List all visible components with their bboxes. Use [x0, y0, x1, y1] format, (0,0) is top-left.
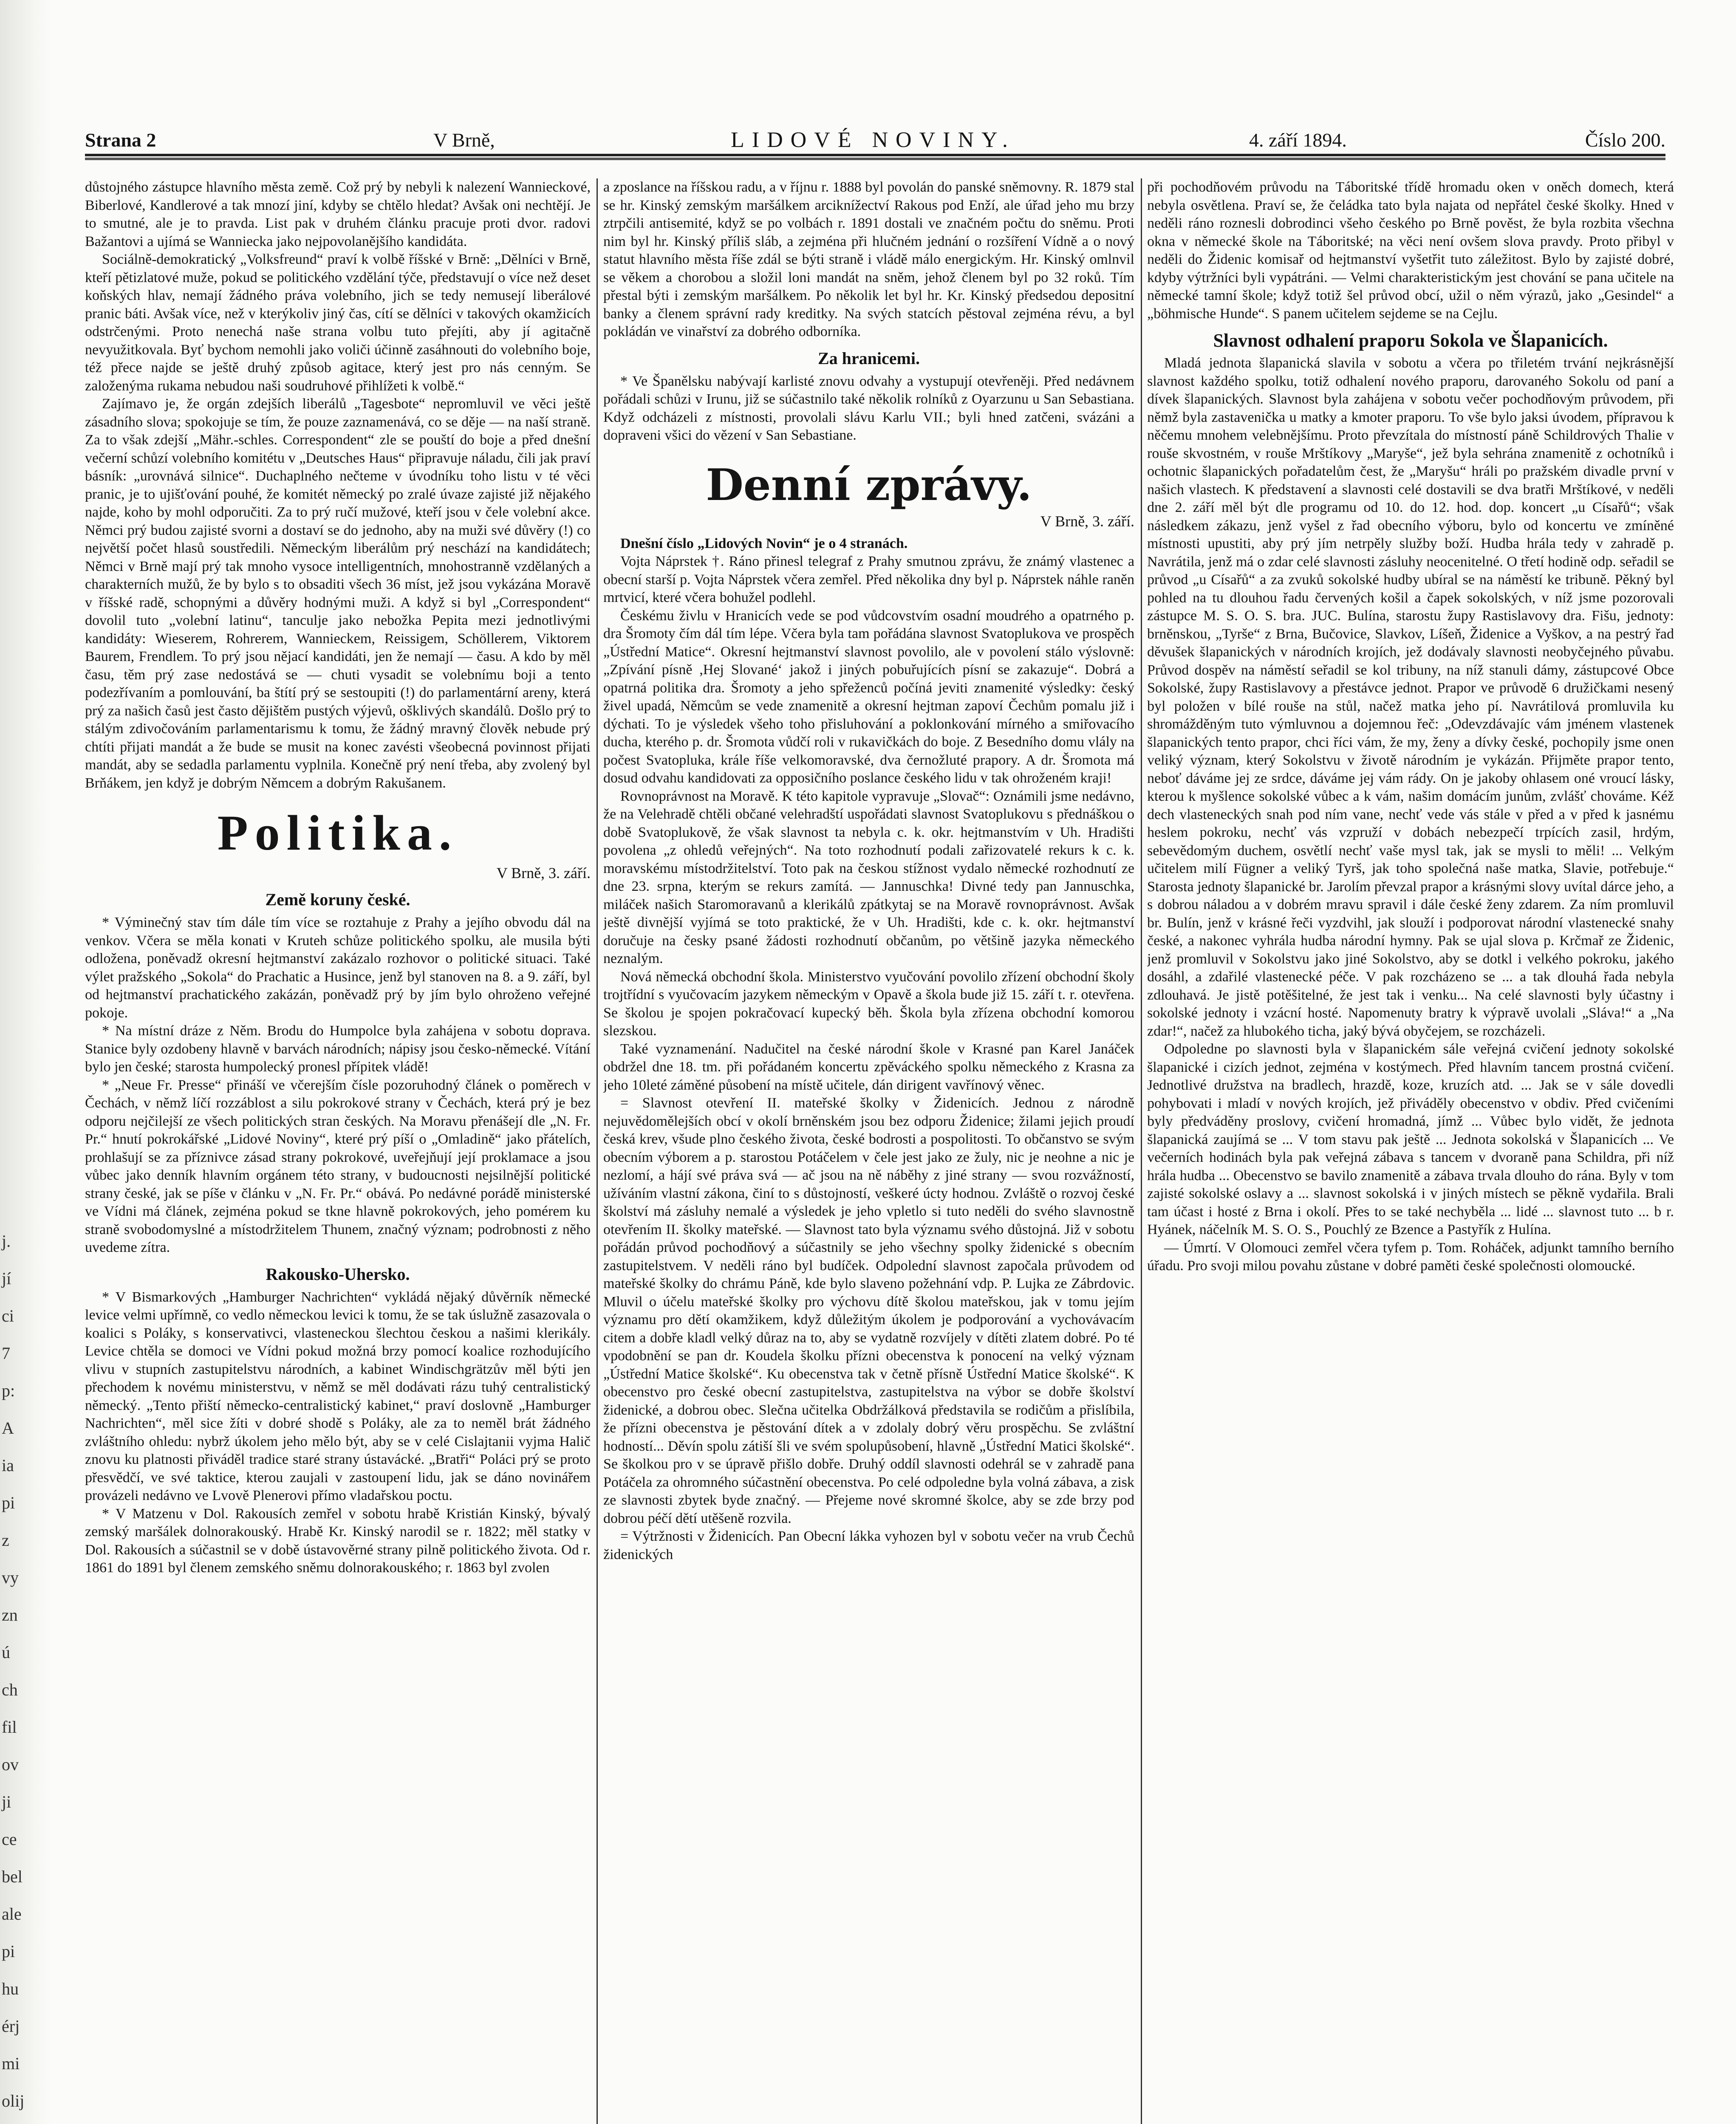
paragraph: * V Matzenu v Dol. Rakousích zemřel v sobotu hrabě Kristián Kinský, bývalý zemský maršálek dolnorakouský. Hrabě Kr. Kinský narodil se r. 1822; měl statky v Dol. Rakousích a súčastnil se v době ústavověrné strany pilně politického života. Od r. 1861 do 1891 byl členem zemského sněmu dolnorakouského; r. 1863 byl zvolen: [85, 1505, 591, 1576]
dateline: V Brně, 3. září.: [496, 864, 591, 881]
paragraph: * V Bismarkových „Hamburger Nachrichten“ vykládá nějaký důvěrník německé levice velmi upřímně, co vedlo německou levici k tomu, že se tak úslužně zasazovala o koalici s Poláky, s konservativci, vlasteneckou šlechtou českou a našimi klerikály. Levice chtěla se domoci ve Vídni pokud možná brzy pomocí koalice rozhodujícího vlivu v stupních zastupitelstvu národních, a kabinet Windischgrätzův měl býti jen přechodem k novému ministerstvu, v němž se měl dodávati rázu tuhý centralistický německý. „Tento přiští německo-centralistický kabinet,“ praví doslovně „Hamburger Nachrichten“, měl sice žíti v dobré shodě s Poláky, ale za to neměl brát žádného zvláštního ohledu: nybrž úkolem jeho mělo být, aby se v celé Cislajtanii vyjma Halič znovu ku platnosti přiváděl tradice staré strany ústavácké. „Bratři“ Poláci prý se proto přesvědčí, ve své taktice, kterou zaujali v zastoupení lidu, jak se dáno novinářem provázeli nedávno ve Lvově Plenerovi přímo vladařskou poctu.: [85, 1289, 591, 1503]
page-number: Strana 2: [85, 129, 156, 151]
header-rule: [85, 154, 1665, 158]
edge-fragment: p:: [2, 1381, 15, 1400]
paragraph: Dnešní číslo „Lidových Novin“ je o 4 stranách.: [620, 535, 908, 551]
section-heading-politika: Politika.: [217, 805, 458, 861]
edge-fragment: z: [2, 1531, 9, 1550]
header-date: 4. září 1894.: [1249, 129, 1347, 151]
column-1: [85, 178, 591, 2124]
column-2: [603, 178, 1134, 2124]
subheading: Slavnost odhalení praporu Sokola ve Šlapanicích.: [1213, 330, 1608, 351]
column-rule: [597, 178, 598, 2124]
subheading: Rakousko-Uhersko.: [266, 1264, 410, 1284]
issue-number: Číslo 200.: [1585, 129, 1665, 151]
masthead-title: LIDOVÉ NOVINY.: [731, 128, 1015, 152]
edge-fragment: ú: [2, 1643, 10, 1662]
edge-fragment: ia: [2, 1456, 14, 1475]
subheading: Země koruny české.: [265, 890, 410, 909]
edge-fragment: zn: [2, 1605, 18, 1624]
edge-fragment: ci: [2, 1306, 14, 1325]
edge-fragment: pi: [2, 1942, 15, 1961]
edge-fragment: pi: [2, 1493, 15, 1512]
paragraph: = Výtržnosti v Židenicích. Pan Obecní lákka vyhozen byl v sobotu večer na vrub Čechů židenických: [603, 1528, 1134, 1562]
paragraph: Nová německá obchodní škola. Ministerstvo vyučování povolilo zřízení obchodní školy trojtřídní s vyučovacím jazykem německým v Opavě a škola bude již 15. září t. r. otevřena. Se školou je spojen pokračovací kupecký běh. Škola byla zřízena obchodní komorou slezskou.: [603, 969, 1134, 1039]
edge-fragment: érj: [2, 2017, 20, 2036]
edge-fragment: ce: [2, 1830, 17, 1849]
edge-fragment: jí: [2, 1269, 11, 1288]
edge-fragment: ale: [2, 1904, 22, 1923]
page-header: [85, 106, 1665, 157]
edge-fragment: ov: [2, 1755, 19, 1774]
edge-fragment: mi: [2, 2054, 20, 2073]
paragraph: při pochodňovém průvodu na Táboritské třídě hromadu oken v oněch domech, která nebyla osvětlena. Praví se, že čeládka tato byla najata od nepřátel české školky. Hned v neděli ráno roznesli dobrodinci všeho českého po Brně pověst, že byla rozbita všechna okna v německé škole na Táboritské; na věci není ovšem slova pravdy. Proto přibyl v neděli do Židenic komisař od hejtmanství vyšetřit tuto záležitost. Bylo by zajisté dobré, kdyby výtržníci byli vypátráni. — Velmi charakteristickým jest chování se pana učitele na německé tamní škole; když totiž šel průvod obcí, užil o něm výrazů, jako „Gesindel“ a „böhmische Hunde“. S panem učitelem sejdeme se na Cejlu.: [1147, 179, 1674, 322]
section-heading-denni-zpravy: Denní zprávy.: [706, 459, 1032, 511]
edge-fragment: vy: [2, 1568, 19, 1587]
header-place: V Brně,: [433, 129, 495, 151]
paragraph: Mladá jednota šlapanická slavila v sobotu a včera po třiletém trvání nejkrásnější slavnost každého spolku, totiž odhalení nového praporu, darovaného Sokolu od paní a dívek šlapanických. Slavnost byla zahájena v sobotu večer pochodňovým průvodem, při němž byla zastavenička u matky a kmoter praporu. To vše bylo jaksi úvodem, přípravou k něčemu mnohem velebnějšímu. Proto převzítala do místností páně Schildrových Thalie v rouše skvostném, v rouše Mrštíkovy „Maryše“, jež byla sehrána znamenitě z ochotníků i ochotnic šlapanických pořadatelům čest, že „Maryšu“ hráli po pražském divadle první v našich vlastech. K představení a slavnosti celé dostavili se dva bratři Mrštíkové, v neděli dne 2. září měl být dle programu od 10. do 12. hod. dop. koncert „u Císařů“; však následkem zákazu, jenž vyšel z řad obecního výboru, bylo od koncertu ve zmíněné místnosti upustiti, aby prý jím netrpěly služby boží. Hudba hrála tedy v zahradě p. Navrátila, jenž má o zdar celé slavnosti zásluhy neocenitelné. O třetí hodině odp. seřadil se průvod „u Císařů“ a za zvuků sokolské hudby ubíral se na náměstí ke tribuně. Pěkný byl pohled na tu dlouhou řadu červených košil a čapek sokolských, v níž jsme pozorovali zástupce M. S. O. S. bra. JUC. Bulína, starostu župy Rastislavovy dra. Fišu, jednoty: brněnskou, „Tyrše“ z Brna, Bučovice, Slavkov, Líšeň, Židenice a Vyškov, a na pestrý řad děvušek šlapanických v národních krojích, jež dodávaly slavnosti neobyčejného půvabu. Průvod dospěv na náměstí seřadil se kol tribuny, na níž stanuli dámy, zástupcové Obce Sokolské, župy Rastislavovy a přestávce jednot. Prapor ve průvodě 6 družičkami nesený byl položen v bílé rouše na stůl, načež matka jeho pí. Navrátilová promluvila ku shromážděným tuto výmluvnou a dojemnou řeč: „Odevzdávajíc vám jménem vlastenek šlapanických tento prapor, chci říci vám, že my, ženy a dívky české, pochopily jsme onen veliký význam, který Sokolstvu v životě národním je vykázán. Přijměte prapor tento, neboť dáváme jej ze srdce, dáváme jej vám rády. On je jakoby ohlasem oné vroucí lásky, kterou k myšlence sokolské vůbec a k vám, našim domácím junům, zvlášť chováme. Kéž dech vlasteneckých snah pod ním vane, nechť vede vás stále v před a v před k jasnému heslem pokroku, nechť vás vzpruží v dobách nebezpečí trpících zasil, hrdým, sebevědomým duchem, osvětlí nechť vaše mysl tak, jak se mysli to měli! ... Velkým učitelem milí Fügner a veliký Tyrš, jak toho společná naše matka, Slavie, potřebuje.“ Starosta jednoty šlapanické br. Jarolím převzal prapor a krásnými slovy uvítal dárce jeho, a s dobrou náladou a v dobrém mravu spravil i dále české ženy zdarem. Za ním promluvil br. Bulín, jenž v krásné řeči vyzdvihl, jak slouží i podporovat národní vlastenecké snahy české, a nakonec vyhrála hudba národní hymny. Pak se ujal slova p. Krčmař ze Židenic, jenž promluvil v Sokolstvu jako jiné Sokolstvo, aby se dotkl i velkého pokroku, jakého dosáhl, a zdařilé vlastenecké péče. V pak rozcházeno se ... a tak dlouhá řada nebyla zdlouhavá. Je jistě potěšitelné, že jest tak i venku... Na celé slavnosti byly účastny i sokolské jednoty i vzácní hosté. Napomenuty bratry k výpravě uvolali „Sláva!“ a „Na zdar!“, načež za hlubokého ticha, jaký bývá obyčejem, se rozcházeli.: [1147, 355, 1674, 1039]
paragraph: = Slavnost otevření II. mateřské školky v Židenicích. Jednou z národně nejuvědomělejších obcí v okolí brněnském jsou bez odporu Židenice; žilami jejich proudí česká krev, všude plno českého života, české bodrosti a pospolitosti. To občanstvo se svým obecním výborem a p. starostou Potáčelem v čele jest jako ze žuly, nic je neohne a nic je nezlomí, a hájí své práva svá — ač jsou na ně náběhy z jiné strany — svou rozvážností, užíváním vlastní zákona, činí to s důstojností, veškeré úcty hodnou. Zvláště o rozvoj české školství má zásluhy nemalé a výsledek je jeho vpletlo si tuto neděli do svého slavnostně otevřením II. školky mateřské. — Slavnost tato byla významu svého důstojná. Již v sobotu pořádán průvod pochodňový a súčastnily se jeho všechny spolky židenické s obecním zastupitelstvem. V neděli ráno byl budíček. Odpolední slavnost započala průvodem od mateřské školky do chrámu Páně, kde bylo slaveno požehnání vdp. P. Lujka ze Zábrdovic. Mluvil o účelu mateřské školky pro výchovu dítě školou mateřskou, jak v tomu jejím významu pro dětí okamžikem, když důležitým úkolem je podporování a vychovávacím citem a dobře kladl velký důraz na to, aby se vydatně rozvíjely v dítěti zlatem dobré. Po té vpodobnění se pan dr. Koudela školku přízni obecenstva k ponocení na velký význam „Ústřední Matice školské“. Ku obecenstva tak v četně přísně Ústřední Matice školské“. K obecenstvo pro české obecní zastupitelstva, zastupitelstva na výbor se dobře školství židenické, a dobrou obec. Slečna učitelka Obdržálková představila se rodičům a přislíbila, že přízni obecenstva je pěstování dítek a v zdolaly dobrý věru prospěchu. Se zvláštní hodností... Děvín spolu zátiší šli ve svém spolupůsobení, hlavně „Ústřední Matici školské“. Se školkou pro v se úpravě přišlo dobře. Druhý oddíl slavnosti odehrál se v zahradě pana Potáčela za ohromného súčastnění obecenstva. Po celé odpoledne byla volná zábava, a zisk ze slavnosti zbytek byde značný. — Přejeme nové skromné školce, aby se zde brzy pod dobrou péčí dětí utěšeně rozvila.: [603, 1095, 1134, 1526]
edge-fragment: fil: [2, 1717, 17, 1737]
column-rule: [1141, 178, 1142, 2124]
dateline: V Brně, 3. září.: [1040, 512, 1134, 530]
column-3: [1147, 178, 1674, 2124]
adjacent-page-edge: [0, 0, 51, 2124]
paragraph: Sociálně-demokratický „Volksfreund“ praví k volbě říšské v Brně: „Dělníci v Brně, kteří pětizlatové muže, pokud se politického vzdělání týče, představují o více než deset koňských hlav, nemají žádného práva volebního, jich se tedy nemusejí liberálové pranic báti. Avšak více, než v kterýkoliv jiný čas, cítí se dělníci v takových okamžicích odstrčenými. Proto nenechá naše strana volbu tuto přejíti, aby jí agitačně nevyužitkovala. Byť bychom nemohli jako voliči účinně zasáhnouti do volebního boje, též přece najde se ještě druhý způsob agitace, který jest pro nás cenným. Se založenýma rukama nebudou naši soudruhové přihlížeti k volbě.“: [85, 251, 591, 394]
paragraph: Také vyznamenání. Nadučitel na české národní škole v Krasné pan Karel Janáček obdržel dne 18. tm. při pořádaném koncertu zpěváckého spolku německého z Krasna za jeho 10leté záměné působení na místě učitele, dán dirigent vavřínový věnec.: [603, 1041, 1134, 1093]
paragraph: Rovnoprávnost na Moravě. K této kapitole vypravuje „Slovač“: Oznámili jsme nedávno, že na Velehradě chtěli občané velehradští uspořádati slavnost Svatoplukovu s přednáškou o době Svatoplukově, že však slavnost ta nebyla c. k. okr. hejtmanstvím v Uh. Hradišti povolena „z ohledů veřejných“. Na toto rozhodnutí podali zařizovatelé rekurs k c. k. moravskému místodržitelství. Toto pak na českou stížnost vydalo německé rozhodnutí ze dne 23. srpna, kterým se rekurs zamítá. — Jannuschka! Divné tedy pan Jannuschka, miláček našich Staromoravanů a klerikálů zpátkytaj se na Moravě rovnoprávnost. Avšak ještě divnější vyjímá se toto praktické, že v Uh. Hradišti, kde c. k. okr. hejtmanství doručuje na česky psané žádosti rozhodnutí občanům, po většině jazyka německého neznalým.: [603, 788, 1134, 966]
edge-fragment: bel: [2, 1867, 23, 1886]
paragraph: * Ve Španělsku nabývají karlisté znovu odvahy a vystupují otevřeněji. Před nedávnem pořádali schůzi v Irunu, již se súčastnilo také několik rolníků z Oyarzunu u San Sebastiana. Když odcházeli z místnosti, provolali slávu Karlu VII.; byli hned zatčeni, svázáni a dopraveni všici do vězení v San Sebastiane.: [603, 373, 1134, 443]
paragraph: Českému živlu v Hranicích vede se pod vůdcovstvím osadní moudrého a opatrného p. dra Šromoty čím dál tím lépe. Včera byla tam pořádána slavnost Svatoplukova ve prospěch „Ústřední Matice“. Okresní hejtmanství slavnost povolilo, ale v povolení stálo výslovně: „Zpívání písně ,Hej Slované‘ jakož i jiných pobuřujících písní se zakazuje“. Dobrá a opatrná politika dra. Šromoty a jeho spřeženců počíná jeviti znamenité výsledky: český živel upadá, Němcům se vede znamenitě a okresní hejtman zapoví Čechům pomalu již i dýchati. To je výsledek všeho toho přisluhování a poklonkování mírného a smiřovacího ducha, kterého p. dr. Šromota vůdčí roli v rukavičkách do boje. Z Besedního domu vlály na počest Svatopluka, krále říše velkomoravské, dva černožluté prapory. A dr. Šromota má dosud odvahu kandidovati za opposičního poslance českého lidu v tak ohroženém kraji!: [603, 607, 1134, 786]
paragraph: * „Neue Fr. Presse“ přináší ve včerejším čísle pozoruhodný článek o poměrech v Čechách, v němž líčí rozzáblost a silu pokrokové strany v Čechách, která prý je bez odporu nejčilejší ze všech politických stran českých. Na Moravu přenášejí dle „N. Fr. Pr.“ hnutí pokrokářské „Lidové Noviny“, které prý píší o „Omladině“ jako přátelích, prohlašují se za příznivce zásad strany pokrokové, uveřejňují její proklamace a jsou vůbec jako denník hlavním orgánem této strany, v budoucnosti nejsilnější politické strany české, jak se píše v článku v „N. Fr. Pr.“ obává. Po nedávné porádě ministerské ve Vídni má článek, zejména pokud se tkne hlavně pokrokových, jeho pomérem ku straně svobodomyslné a místodržitelem Thunem, značný význam; podrobnosti z něho uvedeme zítra.: [85, 1077, 591, 1255]
edge-fragment: hu: [2, 1979, 19, 1998]
paragraph: důstojného zástupce hlavního města země. Což prý by nebyli k nalezení Wannieckové, Biberlové, Kandlerové a tak mnozí jiní, kdyby se chtělo hledat? Avšak oni nechtějí. Je to smutné, ale je to pravda. List pak v druhém článku pracuje proti dvor. radovi Bažantovi a ujímá se Wanniecka jako nejpovolanějšího kandidáta.: [85, 179, 591, 249]
edge-fragment: j.: [2, 1231, 11, 1251]
paragraph: * Na místní dráze z Něm. Brodu do Humpolce byla zahájena v sobotu doprava. Stanice byly ozdobeny hlavně v barvách národních; nápisy jsou česko-německé. Vítání bylo jen české; starosta humpolecký pronesl přípitek vládě!: [85, 1023, 591, 1075]
edge-fragment: 7: [2, 1344, 10, 1363]
paragraph: * Výminečný stav tím dále tím více se roztahuje z Prahy a jejího obvodu dál na venkov. Včera se měla konati v Kruteh schůze politického spolku, ale musila býti odložena, poněvadž okresní hejtmanství zakázalo rozhovor o politické situaci. Také výlet pražského „Sokola“ do Prachatic a Husince, jenž byl stanoven na 8. a 9. září, byl od hejtmanství prachatického zakázán, poněvadž prý by jím bylo ohroženo veřejné pokoje.: [85, 915, 591, 1021]
paragraph: — Úmrtí. V Olomouci zemřel včera tyfem p. Tom. Roháček, adjunkt tamního berního úřadu. Pro svoji milou povahu zůstane v dobré paměti české společnosti olomoucké.: [1147, 1240, 1674, 1274]
edge-fragment: A: [2, 1418, 14, 1438]
paragraph: Vojta Náprstek †. Ráno přinesl telegraf z Prahy smutnou zprávu, že známý vlastenec a obecní starší p. Vojta Náprstek včera zemřel. Před několika dny byl p. Náprstek náhle raněn mrtvicí, které včera bohužel podlehl.: [603, 554, 1134, 605]
edge-fragment: ch: [2, 1680, 18, 1699]
paragraph: Zajímavo je, že orgán zdejších liberálů „Tagesbote“ nepromluvil ve věci ještě zásadního slova; spokojuje se tím, že pouze zaznamenává, co se děje — na naší straně. Za to však zdejší „Mähr.-schles. Correspondent“ zle se pouští do boje a před dnešní večerní schůzí volebního komitétu v „Deutsches Haus“ připravuje náladu, čili jak praví básník: „urovnává silnice“. Duchaplného nečteme v úvodníku toho listu v té věci pranic, je to ujišťování pouhé, že komitét německý po zralé úvaze zajisté již nějakého najde, koho by mohl odporučiti. Za to prý ručí mužové, kteří jsou v čele volební akce. Němci prý budou zajisté svorni a dostaví se do jednoho, aby na muži své důvěry (!) co největší počet hlasů soustředili. Německým liberálům prý neschází na kandidátech; Němci v Brně mají prý tak mnoho vysoce intelligentních, mnohostranně vzdělaných a charakterních mužů, že by bylo s to obsaditi všech 36 míst, jež jsou vykázána Moravě v říšské radě, schopnými a důvěry hodnými muži. A když si byl „Correspondent“ dovolil tuto „volební latinu“, tanculje jako nebožka Pepita mezi jednotlivými kandidáty: Wieserem, Rohrerem, Wannieckem, Reissigem, Schöllerem, Viktorem Baurem, Frendlem. To prý jsou nějací kandidáti, jen že nemají — času. A kdo by měl času, těm prý zase nedostává se — chuti vysadit se volebnímu boji a tento podezřívaním a pomlouvání, ba štítí prý se sestoupiti (!) do parlamentární areny, která prý za našich časů jest často dějištěm pustých výjevů, ošklivých skandálů. Došlo prý to stálým zdivočováním parlamentarismu k tomu, že žádný mravný člověk nebude prý chtíti přijati mandát a že bude se musit na konec zavésti všeobecná povinnost přijati mandát, aby se sedadla parlamentu vyplnila. Konečně prý není třeba, aby zvolený byl Brňákem, jen když je dobrým Němcem a dobrým Rakušanem.: [85, 396, 591, 791]
subheading: Za hranicemi.: [818, 348, 920, 368]
paragraph: Odpoledne po slavnosti byla v šlapanickém sále veřejná cvičení jednoty sokolské šlapanické i cizích jednot, zejména v kostýmech. Před hlavním tancem prostná cvičení. Jednotlivé družstva na bradlech, hrazdě, koze, kruzích atd. ... Jak se v sále dovedli pohybovati i mladí v nových krojích, jež přiváděly obecenstvo v obdiv. Před cvičeními byly předváděny proslovy, cvičení hromadná, jímž ... Vůbec bylo vidět, že jednota šlapanická zaujímá se ... V tom stavu pak ještě ... Jednota sokolská v Šlapanicích ... Ve večerních hodinách byla pak veřejná zábava s tancem v dvoraně pana Schildra, při níž hrála hudba ... Obecenstvo se bavilo znamenitě a zábava trvala dlouho do rána. Byly v tom zajisté sokolské oslavy a ... slavnost sokolská i v jiných místech se pěkně vydařila. Brali tam účast i hosté z Brna i okolí. Přes to se také nechyběla ... lidé ... slavnost tuto ... b r. Hyánek, náčelník M. S. O. S., Pouchlý ze Bzence a Pastyřík z Hulína.: [1147, 1041, 1674, 1237]
edge-fragment: ji: [2, 1792, 11, 1811]
edge-fragment: olij: [2, 2091, 25, 2110]
paragraph: a zposlance na říšskou radu, a v říjnu r. 1888 byl povolán do panské sněmovny. R. 1879 stal se hr. Kinský zemským maršálkem arciknížectví Rakous pod Enží, ale úřad jeho mu brzy ztrpčili antisemité, když se po volbách r. 1891 dostali ve značném počtu do sněmu. Proti nim byl hr. Kinský příliš sláb, a zejména při hlučném jednání o rozšíření Vídně a o nový statut hlavního města říše zdál se býti straně i vládě málo energickým. Hr. Kinský omlnvil se věkem a chorobou a složil loni mandát na sněm, jehož členem byl po 32 roků. Tím přestal býti i zemským maršálkem. Po několik let byl hr. Kr. Kinský předsedou depositní banky a členem správní rady kreditky. Na svých statcích pěstoval zejména révu, a byl pokládán ve vinařství za dobrého odborníka.: [603, 179, 1134, 339]
